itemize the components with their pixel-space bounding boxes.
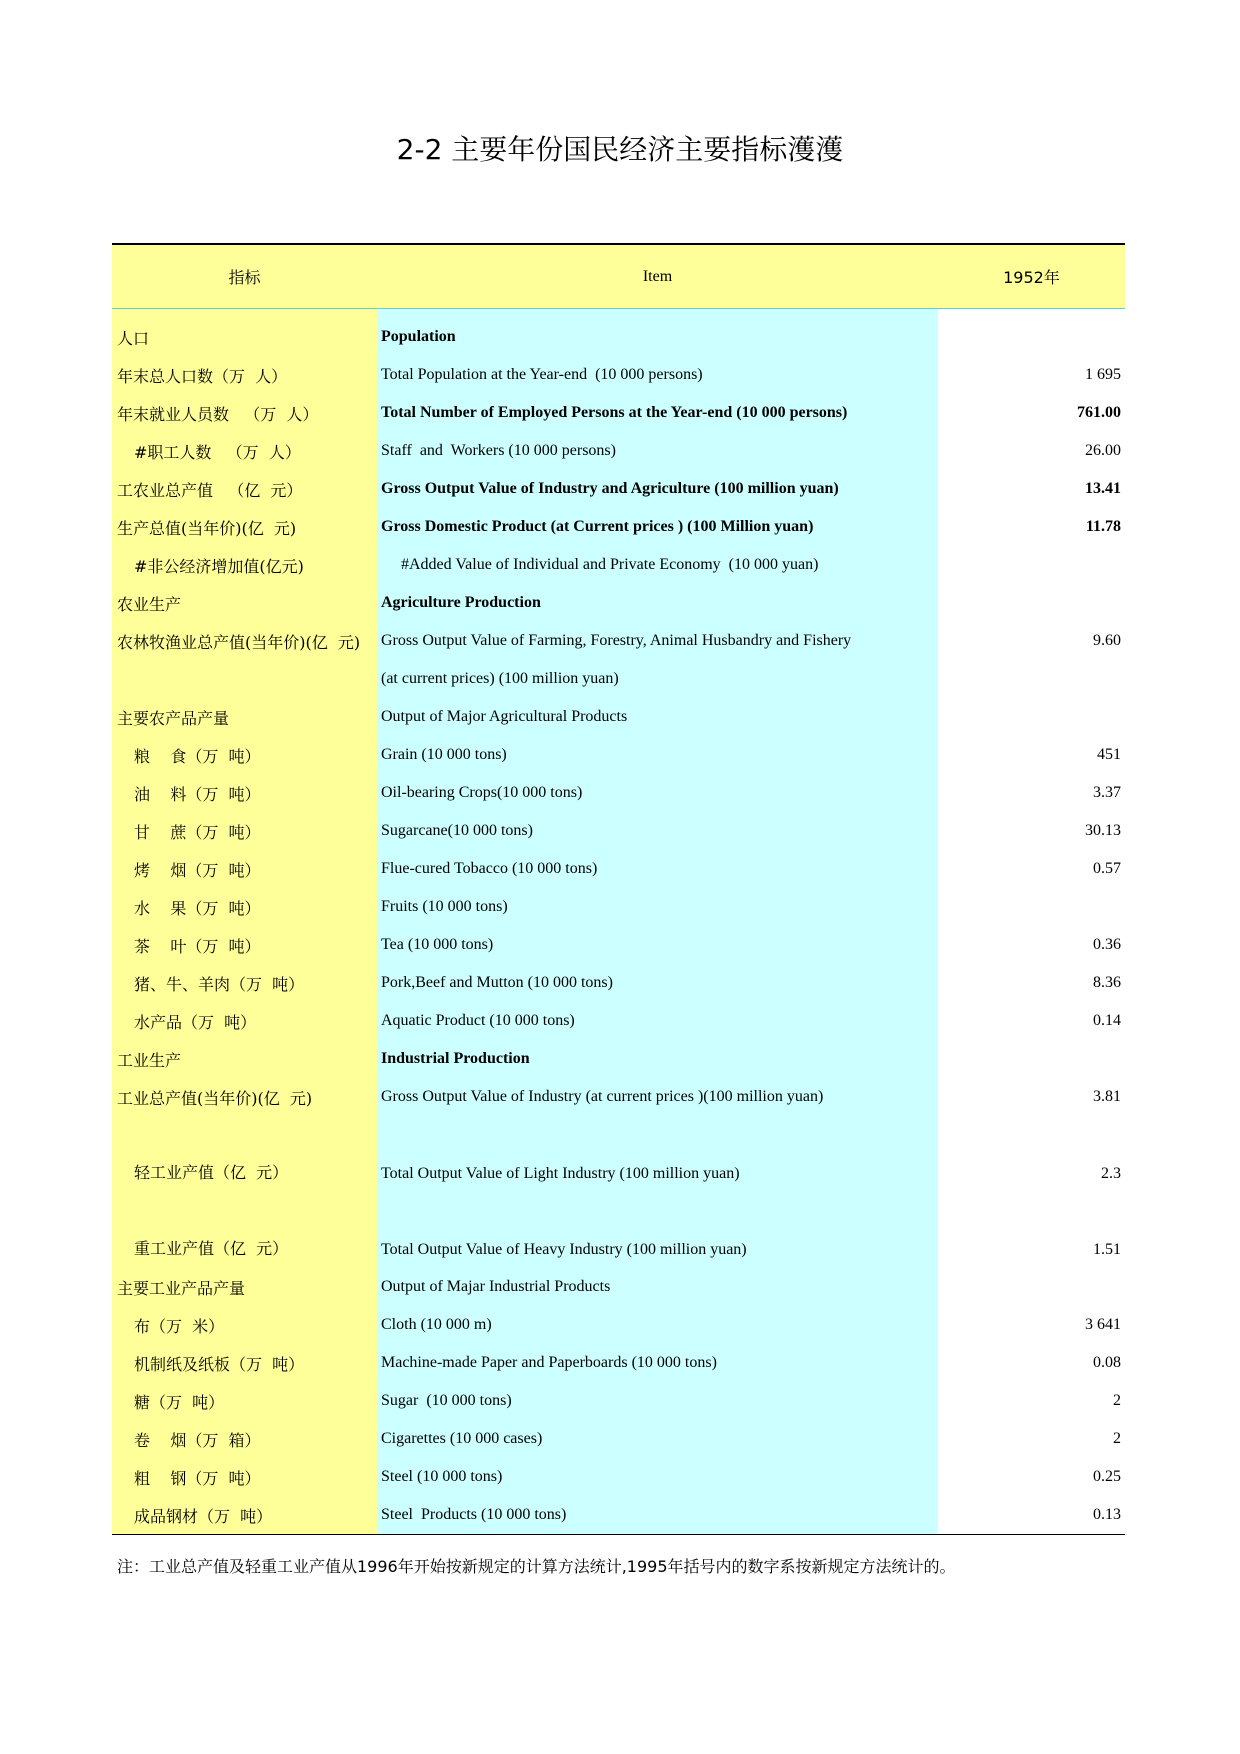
table-row: [112, 812, 1125, 850]
item-en: Steel (10 000 tons): [381, 1468, 503, 1485]
table-row: [112, 1458, 1125, 1496]
table-row: [112, 1344, 1125, 1382]
table-row: [112, 1116, 1125, 1192]
indicator-cn: 茶 叶（万 吨）: [134, 936, 261, 956]
item-en: Grain (10 000 tons): [381, 746, 507, 763]
item-en: Staff and Workers (10 000 persons): [381, 442, 616, 459]
indicator-cn: 人口: [117, 328, 150, 348]
item-en: Output of Majar Industrial Products: [381, 1278, 611, 1295]
table-row: [112, 1078, 1125, 1116]
header-item-en: Item: [642, 267, 673, 285]
item-en: Population: [381, 328, 456, 345]
item-en: Gross Output Value of Industry (at current prices )(100 million yuan): [381, 1088, 824, 1105]
indicator-table: [112, 243, 1125, 1535]
value-1952: 761.00: [1077, 404, 1121, 421]
value-1952: 30.13: [1085, 822, 1121, 839]
indicator-cn: 机制纸及纸板（万 吨）: [134, 1354, 305, 1374]
indicator-cn: 轻工业产值（亿 元）: [134, 1163, 289, 1182]
item-en: Gross Output Value of Farming, Forestry, Animal Husbandry and Fishery: [381, 632, 852, 649]
item-en: #Added Value of Individual and Private Economy (10 000 yuan): [401, 556, 819, 573]
indicator-cn: 工业总产值(当年价)(亿 元): [117, 1088, 313, 1108]
value-1952: 0.36: [1093, 936, 1121, 953]
item-en: Steel Products (10 000 tons): [381, 1506, 567, 1523]
item-en: Total Population at the Year-end (10 000 persons): [381, 366, 703, 383]
value-1952: 2: [1113, 1392, 1121, 1409]
value-1952: 0.14: [1093, 1012, 1121, 1029]
indicator-cn: #职工人数 （万 人）: [134, 442, 301, 462]
indicator-cn: 年末就业人员数 （万 人）: [117, 404, 319, 424]
page-title: 2-2 主要年份国民经济主要指标濩濩: [396, 133, 844, 166]
footnote: 注：工业总产值及轻重工业产值从1996年开始按新规定的计算方法统计,1995年括号内的数字系按新规定方法统计的。: [117, 1557, 956, 1576]
value-1952: 0.08: [1093, 1354, 1121, 1371]
value-1952: 8.36: [1093, 974, 1121, 991]
table-body: [112, 309, 1125, 1535]
indicator-cn: 卷 烟（万 箱）: [134, 1430, 261, 1450]
table-row: [112, 394, 1125, 432]
header-indicator-cn: 指标: [228, 268, 261, 287]
table-row: [112, 660, 1125, 698]
table-row: [112, 1192, 1125, 1268]
value-1952: 0.57: [1093, 860, 1121, 877]
item-en: Flue-cured Tobacco (10 000 tons): [381, 860, 598, 877]
item-en: Total Output Value of Light Industry (100 million yuan): [381, 1165, 740, 1182]
item-en: Sugarcane(10 000 tons): [381, 822, 533, 839]
value-1952: 451: [1097, 746, 1121, 763]
indicator-cn: 农林牧渔业总产值(当年价)(亿 元): [117, 632, 361, 652]
table-row: [112, 1420, 1125, 1458]
indicator-cn: 成品钢材（万 吨）: [134, 1506, 273, 1526]
table-row: [112, 470, 1125, 508]
table-row: [112, 318, 1125, 356]
value-1952: 26.00: [1085, 442, 1121, 459]
table-row: [112, 1268, 1125, 1306]
item-en: Sugar (10 000 tons): [381, 1392, 512, 1409]
value-1952: 0.25: [1093, 1468, 1121, 1485]
indicator-cn: 生产总值(当年价)(亿 元): [117, 518, 297, 538]
item-en: Total Number of Employed Persons at the Year-end (10 000 persons): [381, 404, 848, 421]
table-row: [112, 1496, 1125, 1534]
value-1952: 3.81: [1093, 1088, 1121, 1105]
item-en: Total Output Value of Heavy Industry (100 million yuan): [381, 1241, 747, 1258]
table-row: [112, 1306, 1125, 1344]
value-1952: 3.37: [1093, 784, 1121, 801]
item-en: (at current prices) (100 million yuan): [381, 670, 619, 687]
indicator-cn: 烤 烟（万 吨）: [134, 860, 261, 880]
indicator-cn: 工农业总产值 （亿 元）: [117, 480, 303, 500]
value-1952: 2: [1113, 1430, 1121, 1447]
value-1952: 1 695: [1085, 366, 1121, 383]
table-row: [112, 546, 1125, 584]
table-row: [112, 850, 1125, 888]
table-row: [112, 508, 1125, 546]
indicator-cn: 粮 食（万 吨）: [134, 746, 261, 766]
indicator-cn: 主要农产品产量: [117, 708, 230, 728]
indicator-cn: 年末总人口数（万 人）: [117, 366, 288, 386]
table-row: [112, 356, 1125, 394]
indicator-cn: 主要工业产品产量: [117, 1278, 246, 1298]
item-en: Gross Domestic Product (at Current prices ) (100 Million yuan): [381, 518, 814, 535]
indicator-cn: #非公经济增加值(亿元): [134, 556, 304, 576]
table-row: [112, 584, 1125, 622]
value-1952: 0.13: [1093, 1506, 1121, 1523]
indicator-cn: 水 果（万 吨）: [134, 898, 261, 918]
value-1952: 1.51: [1093, 1241, 1121, 1258]
item-en: Oil-bearing Crops(10 000 tons): [381, 784, 583, 801]
item-en: Cloth (10 000 m): [381, 1316, 492, 1333]
table-row: [112, 774, 1125, 812]
item-en: Fruits (10 000 tons): [381, 898, 508, 915]
indicator-cn: 粗 钢（万 吨）: [134, 1468, 261, 1488]
value-1952: 9.60: [1093, 632, 1121, 649]
value-1952: 3 641: [1085, 1316, 1121, 1333]
item-en: Machine-made Paper and Paperboards (10 000 tons): [381, 1354, 717, 1371]
table-row: [112, 1382, 1125, 1420]
indicator-cn: 农业生产: [117, 594, 182, 614]
item-en: Gross Output Value of Industry and Agriculture (100 million yuan): [381, 480, 839, 497]
indicator-cn: 重工业产值（亿 元）: [134, 1239, 289, 1258]
item-en: Output of Major Agricultural Products: [381, 708, 628, 725]
indicator-cn: 甘 蔗（万 吨）: [134, 822, 261, 842]
indicator-cn: 水产品（万 吨）: [134, 1012, 257, 1032]
value-1952: 2.3: [1101, 1165, 1121, 1182]
table-row: [112, 964, 1125, 1002]
item-en: Agriculture Production: [381, 594, 541, 611]
value-1952: 11.78: [1085, 518, 1121, 535]
indicator-cn: 布（万 米）: [134, 1316, 225, 1336]
table-header: [112, 245, 1125, 309]
header-year: 1952年: [1003, 268, 1060, 287]
table-row: [112, 698, 1125, 736]
table-row: [112, 1002, 1125, 1040]
table-row: [112, 622, 1125, 660]
table-row: [112, 736, 1125, 774]
indicator-cn: 工业生产: [117, 1050, 182, 1070]
value-1952: 13.41: [1085, 480, 1121, 497]
item-en: Tea (10 000 tons): [381, 936, 494, 953]
table-row: [112, 432, 1125, 470]
item-en: Industrial Production: [381, 1050, 530, 1067]
item-en: Pork,Beef and Mutton (10 000 tons): [381, 974, 613, 991]
table-row: [112, 926, 1125, 964]
table-row: [112, 888, 1125, 926]
item-en: Cigarettes (10 000 cases): [381, 1430, 543, 1447]
indicator-cn: 猪、牛、羊肉（万 吨）: [134, 974, 305, 994]
indicator-cn: 油 料（万 吨）: [134, 784, 261, 804]
table-row: [112, 1040, 1125, 1078]
indicator-cn: 糖（万 吨）: [134, 1392, 225, 1412]
item-en: Aquatic Product (10 000 tons): [381, 1012, 575, 1029]
